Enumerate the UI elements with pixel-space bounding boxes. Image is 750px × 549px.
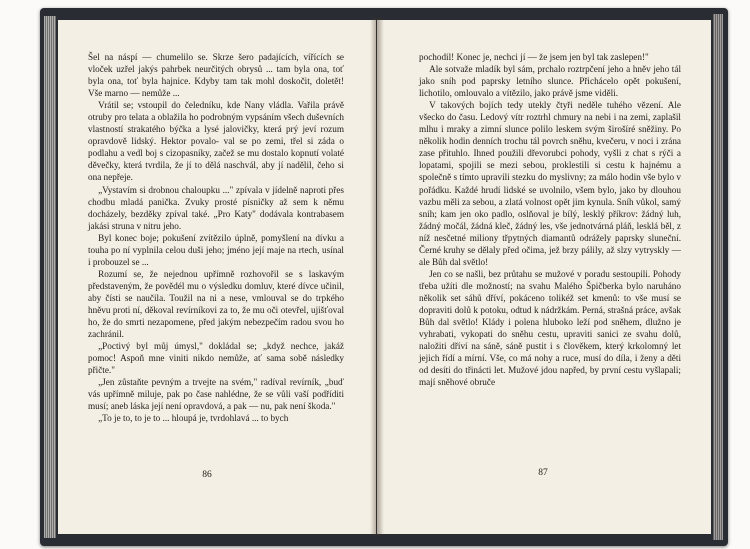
left-page-number: 86	[202, 470, 212, 480]
page-edges-left	[44, 16, 56, 538]
right-page	[377, 20, 711, 534]
paragraph: V takových bojích tedy utekly čtyři neděle tuhého vězení. Ale všecko do času. Ledový vítr roztrhl chmury na nebi i na zemi, zaplašil mlhu i mraky a zimní slunce polilo leskem svým širošíré sněžiny. Po několik hodin denních trochu tál povrch sněhu, kvečeru, v noci i zrána zase přituhlo. Ihned použili dřevorubci pohody, vyšli z chat s rýči a lopatami, spojili se mezi sebou, proklestili si cestu k hajnému a společně s tímto upravili stezku do myslivny; za málo hodin vše bylo v pořádku. Každé hrudí lidské se uvolnilo, všem bylo, jako by dlouhou vazbu měli za sebou, a zlatá volnost opět jim kynula. Sníh vůkol, samý sníh; kam jen oko padlo, oslňoval je bílý, lesklý příkrov: žádný luh, žádný močál, žádná kleč, žádný les, vše jednotvárná pláň, lesklá běl, z níž nesčetné miliony třpytných diamantů odrážely paprsky sluneční. Černé kruhy se dělaly před očima, jež brzy pálily, až slzy vytryskly — ale Bůh dal světlo!	[419, 100, 681, 267]
right-page-number: 87	[538, 468, 548, 478]
paragraph: Jen co se našli, bez průtahu se mužové v poradu sestoupili. Pohody třeba užíti dle možností; na svahu Malého Špičberka bylo naruháno několik set sáhů dříví, pokáceno tolikéž set kmenů: to vše musí se dopraviti dolů k potoku, odtud k nádržkám. Perná, strašná práce, avšak Bůh dal světlo! Klády i polena hluboko leží pod sněhem, dlužno je vyhrabati, vykopati do sněhu cestu, upraviti sanici ze svahu dolů, naložiti dříví na sáně, sáně pustit i s člověkem, který krkolomný let jejich řídí a mírní. Vše, co má nohy a ruce, musí do díla, i ženy a děti od desíti do třinácti let. Mužové jdou napřed, by první cestu vyšlapali; mají sněhové obruče	[419, 268, 681, 388]
paragraph: Ale sotvaže mladík byl sám, prchalo roztrpčení jeho a hněv jeho tál jako sníh pod paprsky letního slunce. Přichácelo opět pokušení, lichotilo, omlouvalo a vítězilo, jako právě jsme viděli.	[419, 64, 681, 99]
right-page-text	[419, 51, 681, 388]
paragraph: „Poctivý byl můj úmysl," dokládal se; „když nechce, jakáž pomoc! Aspoň mne viniti nikdo nemůže, ať sama sobě následky přičte."	[88, 341, 344, 376]
left-page-text	[88, 51, 344, 424]
paragraph: Rozumí se, že nejednou upřímně rozhovořil se s laskavým představeným, že povědél mu o výsledku domluv, které dívce učinil, aby čísti se naučila. Toužil na ni a nese, vmlouval se do trpkého hněvu proti ní, děkoval revírníkovi za to, že mu oči otevřel, ujišťoval ho, že do smrti nezapomene, před jakým nebezpečím radou svou ho zachránil.	[88, 268, 344, 340]
book-gutter	[370, 18, 384, 536]
page-edges-right	[713, 14, 723, 540]
paragraph: Byl konec boje; pokušení zvítězilo úplně, pomyšlení na dívku a touha po ní vyplnila celou duši jeho; jméno její maje na rtech, usínal i probouzel se ...	[88, 232, 344, 267]
paragraph: „Jen zůstaňte pevným a trvejte na svém," radíval revírník, „buď vás upřímně miluje, pak po čase nahlédne, že se vůli vaší podříditi musí; aneb láska její není opravdová, a pak — nu, pak není škoda."	[88, 377, 344, 412]
paragraph: Vrátil se; vstoupil do čeledníku, kde Nany vládla. Vařila právě otruby pro telata a oblažila ho podrobným vypsáním všech duševních vlastností strakatého býčka a lysé jalovičky, která prý jeví rozum opravdově lidský. Hektor povalo- val se po zemi, třel si záda o podlahu a vedl boj s cizopasníky, začež se mu dostalo kopnutí volaté děvečky, která tvrdila, že jí to dělá naschvál, aby jí nadělil, čeho si ona nepřeje.	[88, 100, 344, 183]
paragraph: Šel na náspí — chumelilo se. Skrze šero padajících, vířících se vloček uzřel jakýs pahrbek neurčitých obrysů ... tam byla ona, toť byla ona, toť byla hajnice. Kdyby tam tak mohl doskočit, doletět! Vše marno — nemůže ...	[88, 52, 344, 99]
paragraph: „To je to, to je to ... hloupá je, tvrdohlavá ... to bych	[98, 413, 289, 424]
left-page	[58, 20, 376, 534]
paragraph: pochodil! Konec je, nechci jí — že jsem jen byl tak zaslepen!"	[419, 52, 649, 62]
paragraph: „Vystavím si drobnou chaloupku ..." zpívala v jídelně naproti přes chodbu mladá panička. Zvuky prosté písničky až sem k němu docházely, bezděky zpíval také. „Pro Katy" dodávala kontrabasem jakási struna v nitru jeho.	[88, 184, 344, 231]
